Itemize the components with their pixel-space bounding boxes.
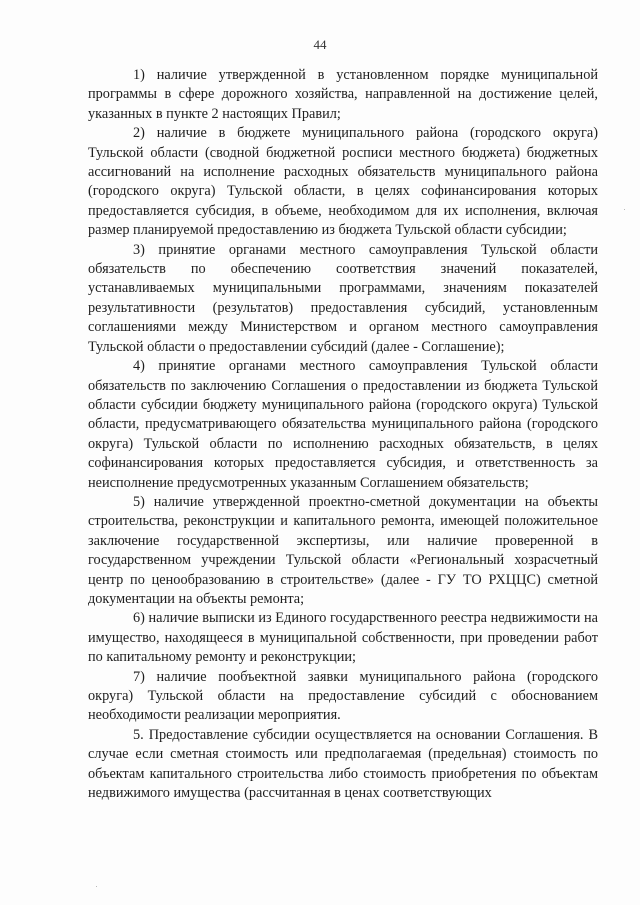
paragraph-item-1: 1) наличие утвержденной в установленном порядке муниципальной программы в сфере дорожного хозяйства, направленной на достижение целей, указанных в пункте 2 настоящих Правил; (88, 67, 598, 122)
paragraph-item-7: 7) наличие пообъектной заявки муниципального района (городского округа) Тульской области на предоставление субсидий с обоснованием необходимости реализации мероприятия. (88, 668, 598, 724)
page-number: 44 (313, 37, 327, 52)
scan-speck (96, 886, 97, 887)
paragraph-point-5: 5. Предоставление субсидии осуществляется на основании Соглашения. В случае если сметная стоимость или предполагаемая (предельная) стоимость по объектам капитального строительства либо стоимость приобретения по объектам недвижимого имущества (рассчитанная в ценах соответствующих (88, 726, 598, 802)
paragraph-item-2: 2) наличие в бюджете муниципального района (городского округа) Тульской области (сводной бюджетной росписи местного бюджета) бюджетных ассигнований на исполнение расходных обязательств муниципального района (городского округа) Тульской области, в целях софинансирования которых предоставляется субсидия, в объеме, необходимом для их исполнения, включая размер планируемой предоставлению из бюджета Тульской области субсидии; (88, 125, 598, 239)
document-body (88, 66, 598, 803)
paragraph-item-4: 4) принятие органами местного самоуправления Тульской области обязательств по заключению Соглашения о предоставлении из бюджета Тульской области субсидии бюджету муниципального района (городского округа) Тульской области, предусматривающего обязательства муниципального района (городского округа) Тульской области по исполнению расходных обязательств, в целях софинансирования которых предоставляется субсидия, и ответственность за неисполнение предусмотренных указанным Соглашением обязательств; (88, 358, 598, 491)
paragraph-item-3: 3) принятие органами местного самоуправления Тульской области обязательств по обеспечению соответствия значений показателей, устанавливаемых муниципальными программами, значениям показателей результативности (результатов) предоставления субсидий, установленным соглашениями между Министерством и органом местного самоуправления Тульской области о предоставлении субсидий (далее - Соглашение); (88, 241, 598, 355)
scan-speck (624, 209, 625, 210)
paragraph-item-5: 5) наличие утвержденной проектно-сметной документации на объекты строительства, реконструкции и капитального ремонта, имеющей положительное заключение государственной экспертизы, или наличие проверенной в государственном учреждении Тульской области «Региональный хозрасчетный центр по ценообразованию в строительстве» (далее - ГУ ТО РХЦЦС) сметной документации на объекты ремонта; (88, 493, 598, 607)
paragraph-item-6: 6) наличие выписки из Единого государственного реестра недвижимости на имущество, находящееся в муниципальной собственности, при проведении работ по капитальному ремонту и реконструкции; (88, 610, 598, 666)
